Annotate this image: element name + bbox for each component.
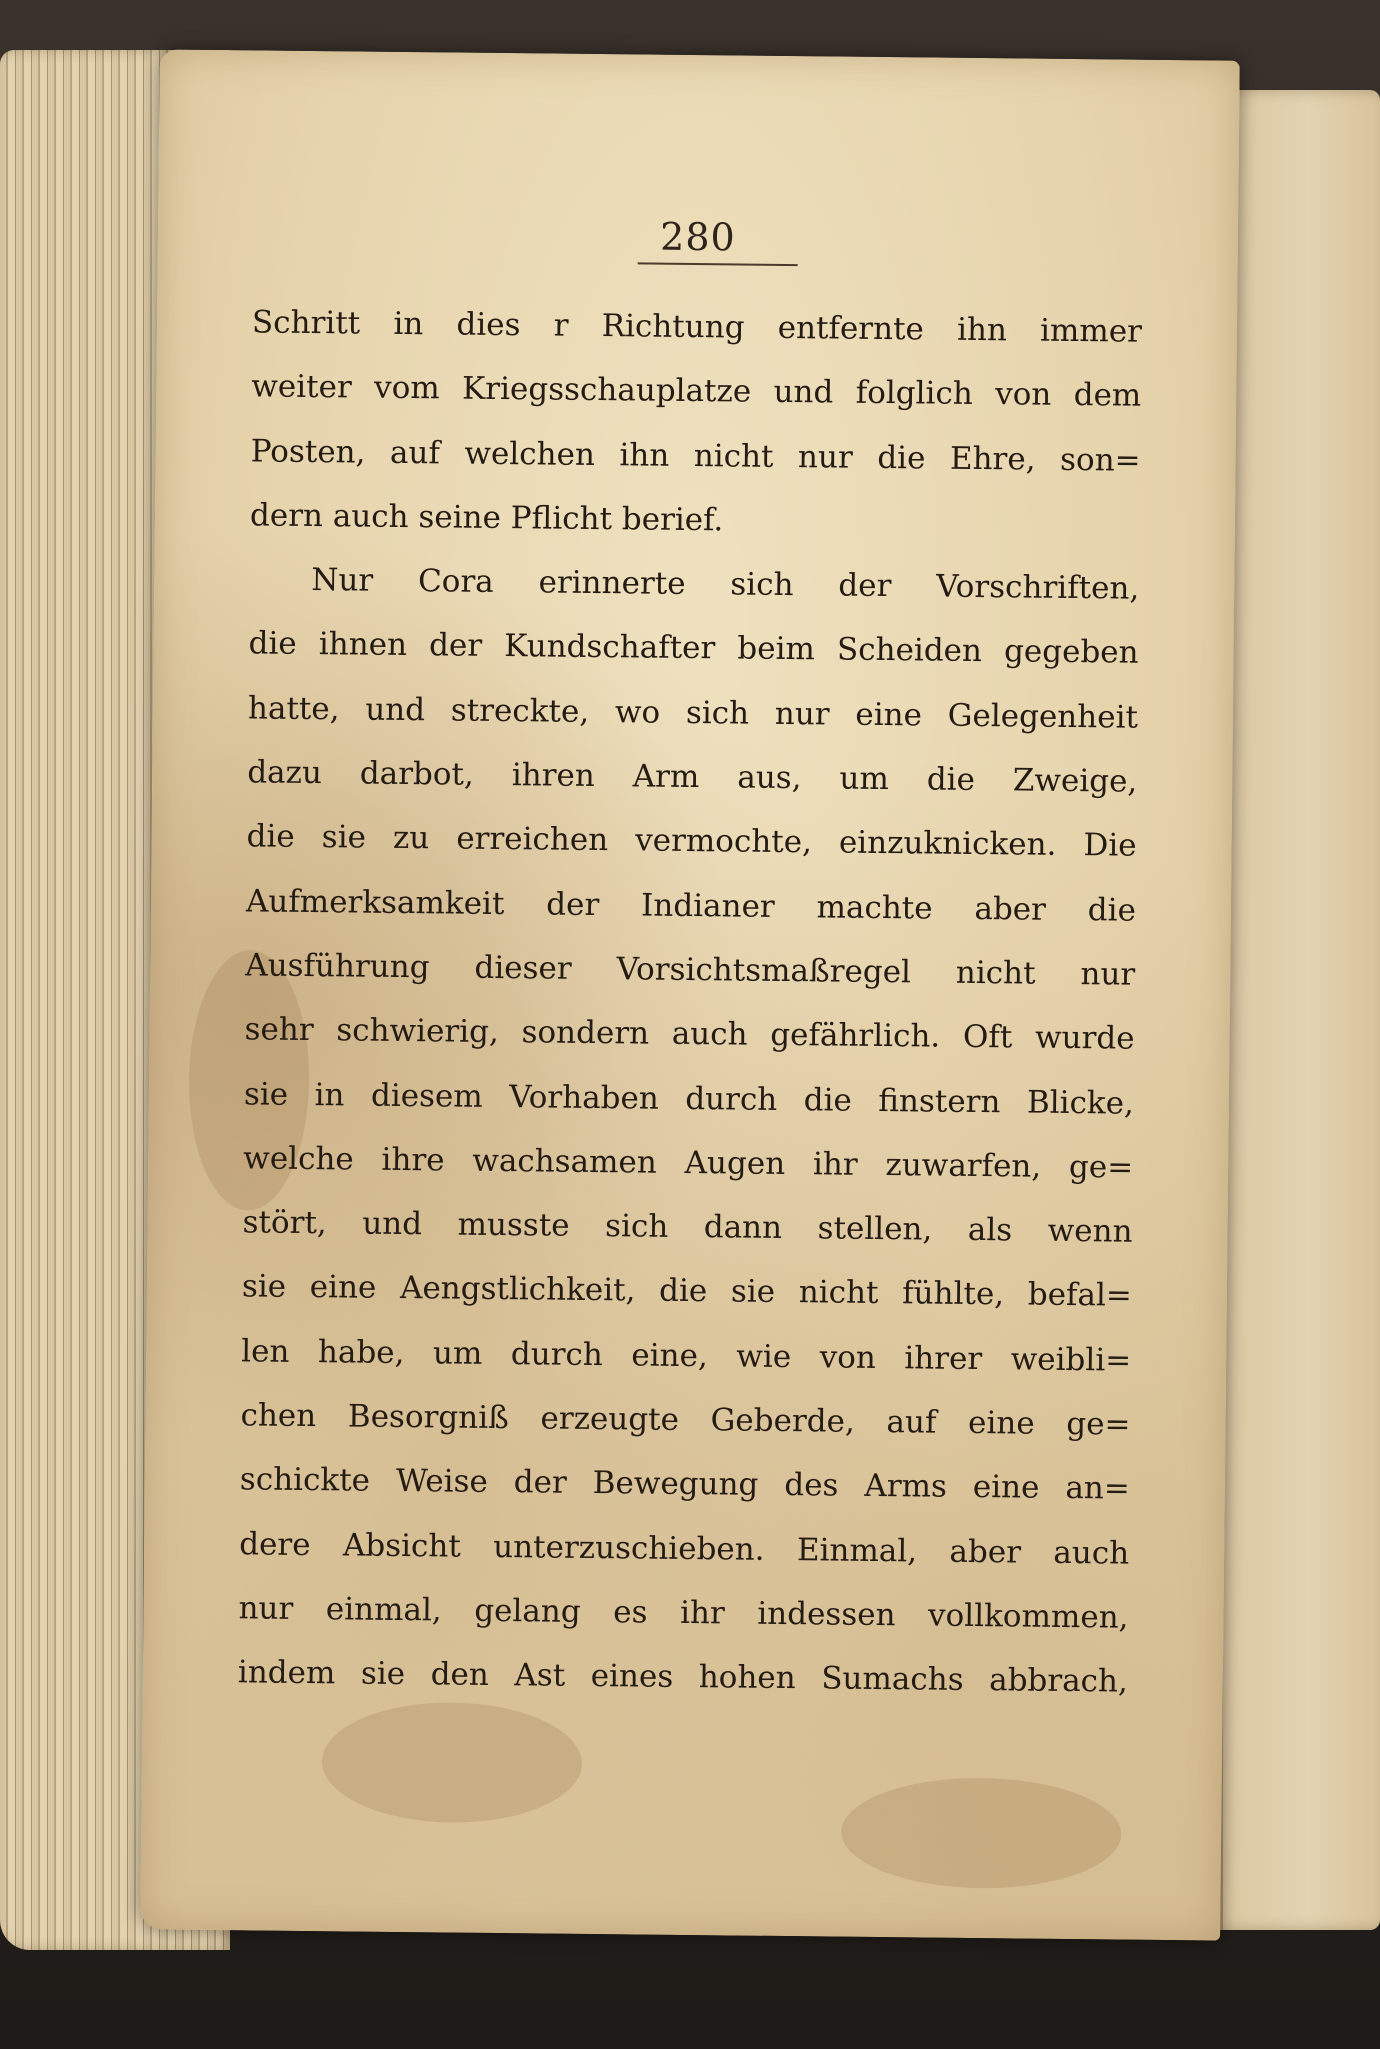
text-line: stört, und musste sich dann stellen, als wenn	[242, 1204, 1133, 1250]
text-line: welche ihre wachsamen Augen ihr zuwarfen, ge=	[243, 1140, 1134, 1186]
header-rule	[638, 262, 798, 266]
text-line: dern auch seine Pflicht berief.	[249, 497, 724, 539]
text-line: indem sie den Ast eines hohen Sumachs abbrach,	[237, 1654, 1129, 1700]
text-line: Nur Cora erinnerte sich der Vorschriften,	[311, 562, 1140, 607]
text-line: schickte Weise der Bewegung des Arms eine an=	[239, 1461, 1131, 1507]
text-line: weiter vom Kriegsschauplatze und folglich von dem	[251, 368, 1142, 414]
text-line: Ausführung dieser Vorsichtsmaßregel nicht nur	[245, 947, 1136, 993]
paper-stain	[841, 1777, 1122, 1890]
text-line: nur einmal, gelang es ihr indessen vollkommen,	[238, 1590, 1129, 1636]
text-line: chen Besorgniß erzeugte Geberde, auf eine ge=	[240, 1397, 1131, 1443]
text-line: die ihnen der Kundschafter beim Scheiden gegeben	[248, 625, 1139, 672]
text-line: len habe, um durch eine, wie von ihrer weibli=	[241, 1333, 1132, 1379]
paper-stain	[321, 1701, 582, 1824]
text-line: die sie zu erreichen vermochte, einzuknicken. Die	[246, 818, 1137, 865]
text-line: dere Absicht unterzuschieben. Einmal, aber auch	[239, 1525, 1130, 1572]
page-number: 280	[659, 214, 736, 260]
text-line: sehr schwierig, sondern auch gefährlich. Oft wurde	[244, 1011, 1135, 1057]
body-text	[238, 290, 1143, 1714]
text-line: Posten, auf welchen ihn nicht nur die Ehre, son=	[250, 432, 1141, 479]
text-line: Schritt in dies r Richtung entfernte ihn immer	[251, 304, 1143, 350]
paragraph	[250, 290, 1143, 556]
text-line: Aufmerksamkeit der Indianer machte aber die	[245, 883, 1137, 929]
text-line: dazu darbot, ihren Arm aus, um die Zweige,	[247, 754, 1138, 800]
text-line: hatte, und streckte, wo sich nur eine Gelegenheit	[247, 690, 1139, 736]
book-page	[140, 49, 1240, 1940]
paragraph	[238, 548, 1140, 1715]
text-line: sie eine Aengstlichkeit, die sie nicht fühlte, befal=	[241, 1268, 1133, 1315]
text-line: sie in diesem Vorhaben durch die finstern Blicke,	[243, 1075, 1135, 1122]
